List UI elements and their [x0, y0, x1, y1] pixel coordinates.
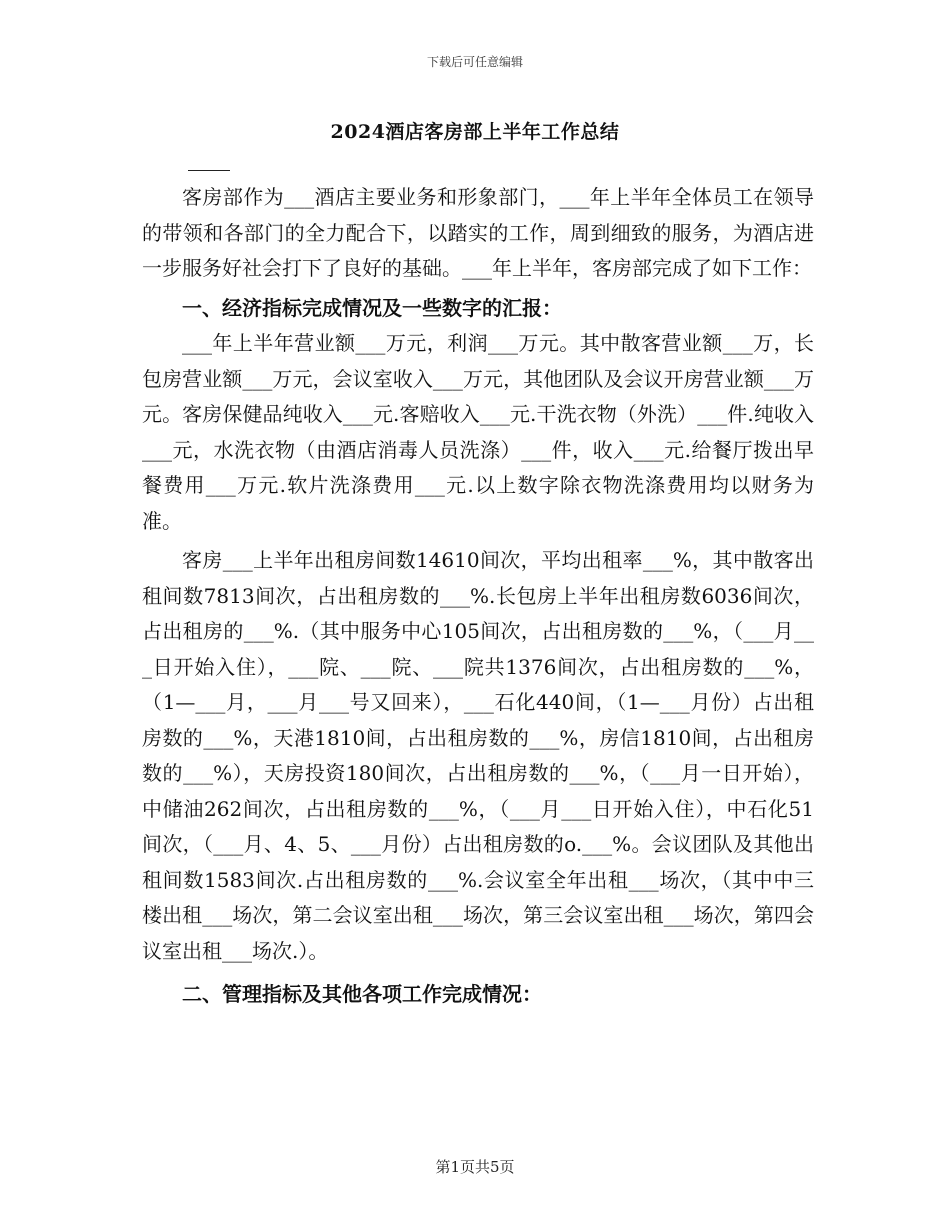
section-2-heading: 二、管理指标及其他各项工作完成情况： [182, 982, 542, 1006]
header-note: 下载后可任意编辑 [426, 55, 523, 69]
intro-paragraph: 客房部作为___酒店主要业务和形象部门，___年上半年全体员工在领导的带领和各部门的全力配合下，以踏实的工作，周到细致的服务，为酒店进一步服务好社会打下了良好的基础。___年上半年，客房部完成了如下工作： [142, 185, 814, 280]
page-footer: 第1页共5页 [435, 1158, 515, 1176]
blank-underline [188, 170, 230, 171]
section-1-paragraph-1: ___年上半年营业额___万元，利润___万元。其中散客营业额___万，长包房营业额___万元，会议室收入___万元，其他团队及会议开房营业额___万元。客房保健品纯收入___元.客赔收入___元.干洗衣物（外洗）___件.纯收入___元，水洗衣物（由酒店消毒人员洗涤）___件，收入___元.给餐厅拨出早餐费用___万元.软片洗涤费用___元.以上数字除衣物洗涤费用均以财务为准。 [142, 331, 814, 533]
document-title: 2024酒店客房部上半年工作总结 [330, 121, 620, 143]
section-1-paragraph-2: 客房___上半年出租房间数14610间次，平均出租率___%，其中散客出租间数7813间次，占出租房数的___%.长包房上半年出租房数6036间次，占出租房的___%.（其中服务中心105间次，占出租房数的___%，（___月___日开始入住），___院、___院、___院共1376间次，占出租房数的___%，（1—___月，___月___号又回来），___石化440间，（1—___月份）占出租房数的___%，天港1810间，占出租房数的___%，房信1810间，占出租房数的___%），天房投资180间次，占出租房数的___%，（___月一日开始），中储油262间次，占出租房数的___%，（___月___日开始入住），中石化51间次，（___月、4、5、___月份）占出租房数的o.___%。会议团队及其他出租间数1583间次.占出租房数的___%.会议室全年出租___场次，（其中中三楼出租___场次，第二会议室出租___场次，第三会议室出租___场次，第四会议室出租___场次.）。 [142, 548, 814, 963]
section-1-heading: 一、经济指标完成情况及一些数字的汇报： [182, 295, 562, 320]
document-body [142, 180, 814, 1013]
